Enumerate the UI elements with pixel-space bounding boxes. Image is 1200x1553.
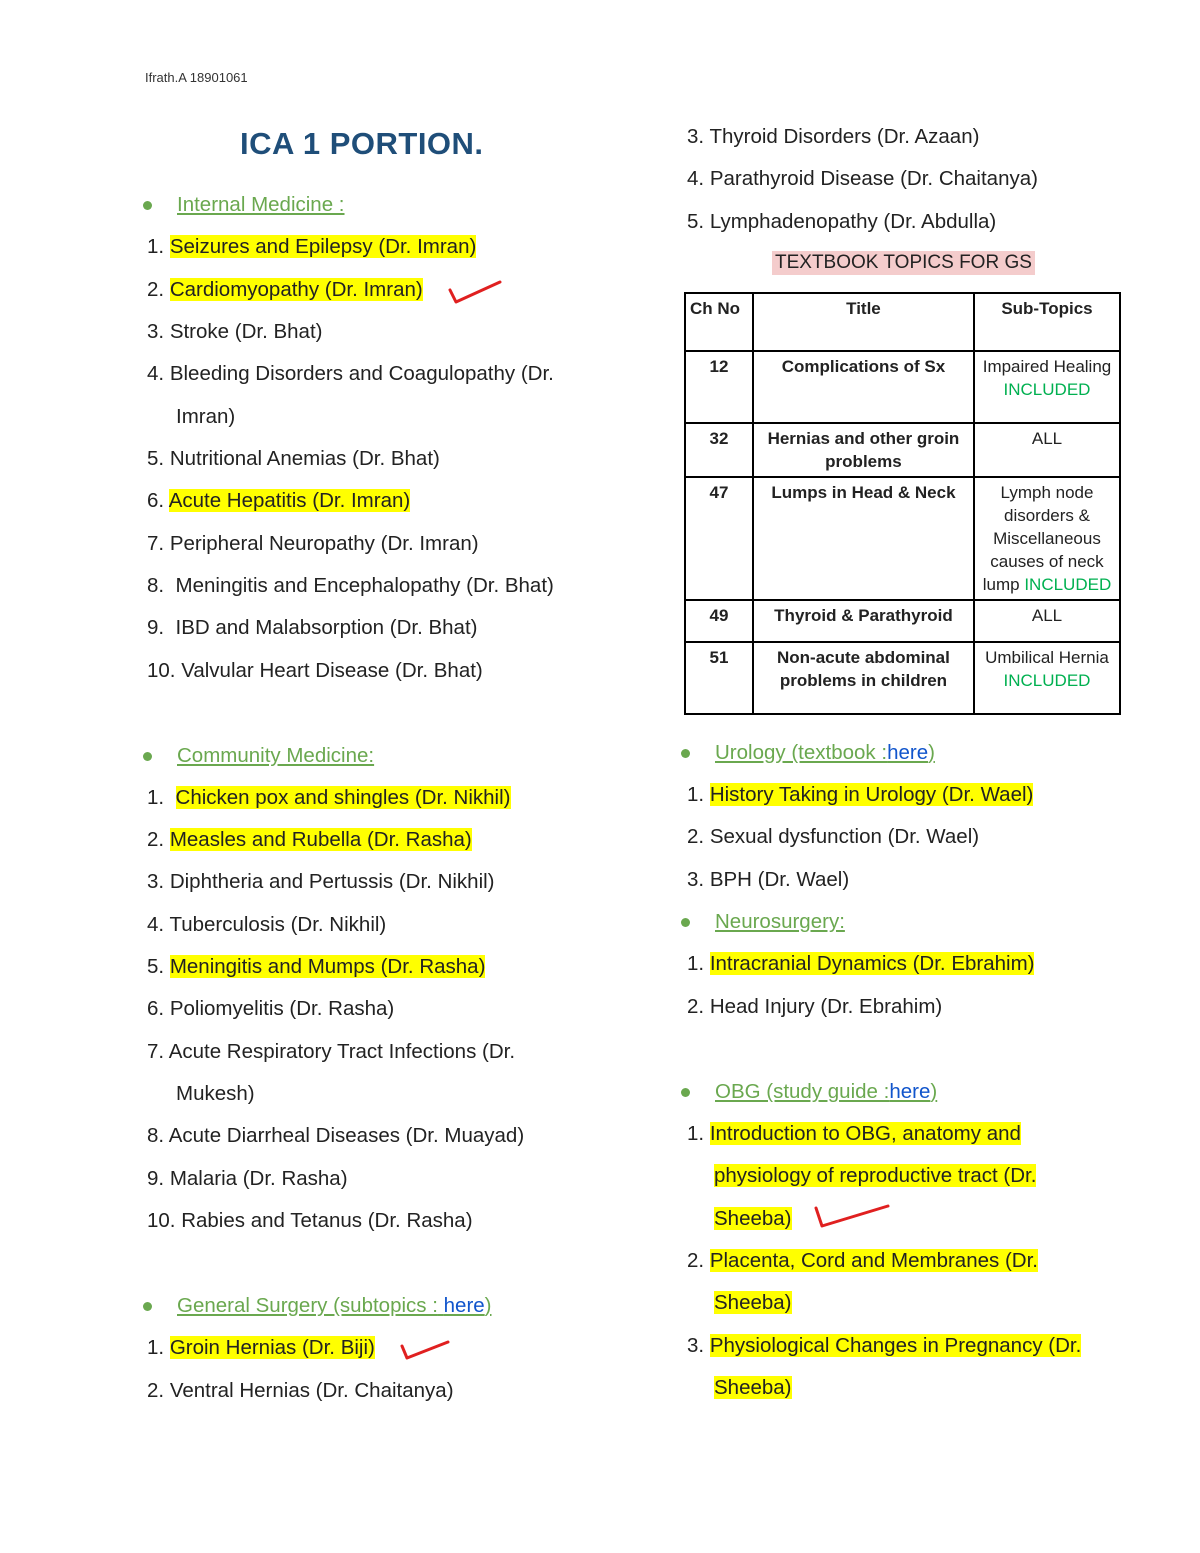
urology-here-link[interactable]: here — [887, 741, 929, 764]
textbook-topics-table — [684, 292, 1121, 715]
header-title: Title — [753, 293, 974, 351]
bullet-icon — [143, 752, 152, 761]
list-item: 1. Groin Hernias (Dr. Biji) — [147, 1336, 375, 1359]
list-item-continuation: physiology of reproductive tract (Dr. — [714, 1164, 1037, 1187]
list-item: 4. Bleeding Disorders and Coagulopathy (Dr. — [147, 362, 554, 385]
list-item: 3. Thyroid Disorders (Dr. Azaan) — [687, 125, 980, 148]
section-heading-neurosurgery: Neurosurgery: — [681, 910, 845, 934]
obg-here-link[interactable]: here — [889, 1080, 931, 1103]
list-item: 3. Stroke (Dr. Bhat) — [147, 320, 323, 343]
section-heading-community-medicine: Community Medicine: — [143, 744, 374, 768]
check-mark-icon — [812, 1200, 892, 1232]
list-item: 7. Peripheral Neuropathy (Dr. Imran) — [147, 532, 479, 555]
bullet-icon — [143, 201, 152, 210]
list-item: 4. Parathyroid Disease (Dr. Chaitanya) — [687, 167, 1038, 190]
header-sub-topics: Sub-Topics — [974, 293, 1120, 351]
section-heading-urology: Urology (textbook : here ) — [681, 741, 935, 765]
header-ch-no: Ch No — [685, 293, 753, 351]
page-title: ICA 1 PORTION. — [240, 126, 484, 161]
table-row: 32 Hernias and other groin problems ALL — [685, 423, 1120, 477]
table-row: 47 Lumps in Head & Neck Lymph node disorders & Miscellaneous causes of neck lump INCLUDED — [685, 477, 1120, 600]
list-item: 3. Diphtheria and Pertussis (Dr. Nikhil) — [147, 870, 495, 893]
list-item: 10. Valvular Heart Disease (Dr. Bhat) — [147, 659, 483, 682]
list-item: 2. Head Injury (Dr. Ebrahim) — [687, 995, 943, 1018]
student-id: Ifrath.A 18901061 — [145, 70, 248, 85]
general-surgery-here-link[interactable]: here — [443, 1294, 485, 1317]
list-item: 10. Rabies and Tetanus (Dr. Rasha) — [147, 1209, 473, 1232]
list-item: 8. Meningitis and Encephalopathy (Dr. Bhat) — [147, 574, 554, 597]
list-item: 5. Meningitis and Mumps (Dr. Rasha) — [147, 955, 486, 978]
bullet-icon — [681, 1088, 690, 1097]
list-item: 2. Ventral Hernias (Dr. Chaitanya) — [147, 1379, 454, 1402]
table-row: 51 Non-acute abdominal problems in children Umbilical Hernia INCLUDED — [685, 642, 1120, 714]
list-item: 1. History Taking in Urology (Dr. Wael) — [687, 783, 1034, 806]
list-item: 5. Lymphadenopathy (Dr. Abdulla) — [687, 210, 997, 233]
list-item: 1. Introduction to OBG, anatomy and — [687, 1122, 1021, 1145]
table-row: 12 Complications of Sx Impaired Healing INCLUDED — [685, 351, 1120, 423]
table-header-row — [685, 293, 1120, 351]
check-mark-icon — [446, 276, 504, 306]
list-item: 4. Tuberculosis (Dr. Nikhil) — [147, 913, 387, 936]
textbook-table-title: TEXTBOOK TOPICS FOR GS — [772, 251, 1035, 275]
list-item: 2. Measles and Rubella (Dr. Rasha) — [147, 828, 472, 851]
list-item: 3. BPH (Dr. Wael) — [687, 868, 850, 891]
list-item: 1. Seizures and Epilepsy (Dr. Imran) — [147, 235, 477, 258]
bullet-icon — [143, 1302, 152, 1311]
list-item: 8. Acute Diarrheal Diseases (Dr. Muayad) — [147, 1124, 525, 1147]
list-item: 7. Acute Respiratory Tract Infections (Dr. — [147, 1040, 516, 1063]
check-mark-icon — [398, 1334, 452, 1362]
list-item: 1. Intracranial Dynamics (Dr. Ebrahim) — [687, 952, 1035, 975]
bullet-icon — [681, 749, 690, 758]
list-item: 9. Malaria (Dr. Rasha) — [147, 1167, 348, 1190]
list-item: 6. Poliomyelitis (Dr. Rasha) — [147, 997, 395, 1020]
list-item: 1. Chicken pox and shingles (Dr. Nikhil) — [147, 786, 511, 809]
list-item: 2. Placenta, Cord and Membranes (Dr. — [687, 1249, 1038, 1272]
list-item: 5. Nutritional Anemias (Dr. Bhat) — [147, 447, 440, 470]
section-heading-general-surgery: General Surgery (subtopics : here ) — [143, 1294, 492, 1318]
section-heading-obg: OBG (study guide : here ) — [681, 1080, 937, 1104]
list-item-continuation: Mukesh) — [176, 1082, 255, 1105]
section-heading-internal-medicine: Internal Medicine : — [143, 193, 345, 217]
bullet-icon — [681, 918, 690, 927]
list-item-continuation: Sheeba) — [714, 1291, 792, 1314]
list-item: 2. Sexual dysfunction (Dr. Wael) — [687, 825, 980, 848]
list-item: 2. Cardiomyopathy (Dr. Imran) — [147, 278, 423, 301]
list-item-continuation: Sheeba) — [714, 1207, 792, 1230]
list-item: 6. Acute Hepatitis (Dr. Imran) — [147, 489, 411, 512]
list-item-continuation: Imran) — [176, 405, 236, 428]
list-item: 9. IBD and Malabsorption (Dr. Bhat) — [147, 616, 478, 639]
list-item-continuation: Sheeba) — [714, 1376, 792, 1399]
table-row: 49 Thyroid & Parathyroid ALL — [685, 600, 1120, 642]
list-item: 3. Physiological Changes in Pregnancy (Dr. — [687, 1334, 1082, 1357]
